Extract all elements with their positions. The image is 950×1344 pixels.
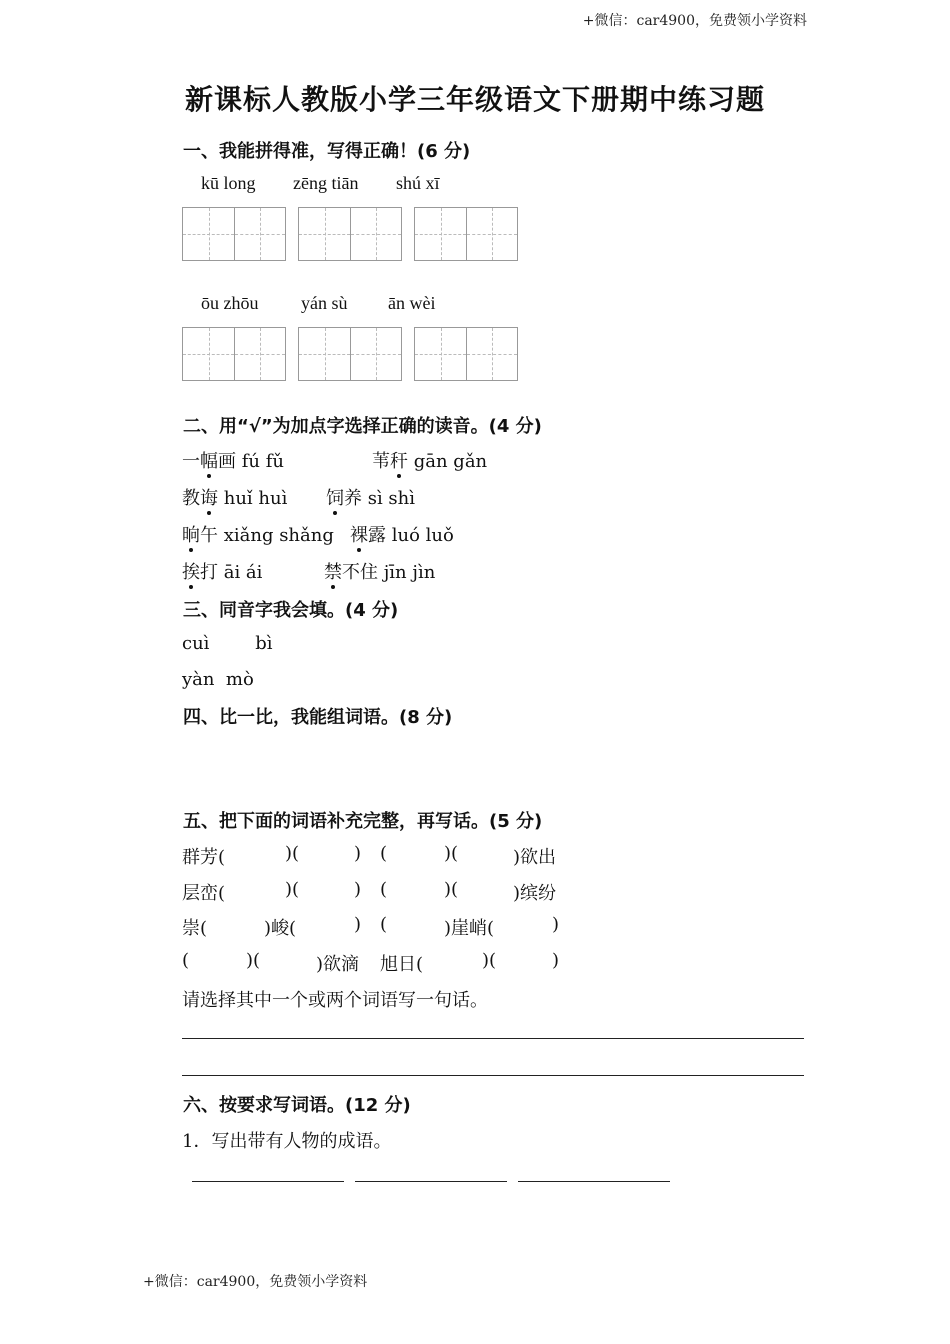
- reading-item: 裸露 luó luǒ: [350, 525, 454, 546]
- dotted-char: 挨: [182, 562, 200, 583]
- homophone-pinyin: yàn mò: [182, 669, 254, 690]
- dotted-char: 秆: [390, 451, 408, 472]
- idiom-row: 群芳( )( ) ( )( )欲出: [182, 843, 557, 868]
- dotted-char: 饲: [326, 488, 344, 509]
- reading-item: 一幅画 fú fǔ: [182, 451, 284, 472]
- answer-line[interactable]: [355, 1181, 507, 1182]
- writing-instruction: 请选择其中一个或两个词语写一句话。: [182, 990, 488, 1011]
- writing-box-group[interactable]: [182, 207, 286, 261]
- watermark-bottom: +微信：car4900，免费领小学资料: [143, 1274, 368, 1290]
- reading-item: 晌午 xiǎng shǎng: [182, 525, 334, 546]
- writing-box-group[interactable]: [182, 327, 286, 381]
- writing-box-group[interactable]: [298, 327, 402, 381]
- page-title: 新课标人教版小学三年级语文下册期中练习题: [184, 83, 765, 116]
- dotted-char: 裸: [350, 525, 368, 546]
- section-4-heading: 四、比一比，我能组词语。(8 分): [183, 707, 453, 728]
- answer-line[interactable]: [182, 1038, 804, 1039]
- pinyin: ān wèi: [388, 293, 436, 313]
- pinyin-row-1: [0, 173, 950, 197]
- reading-item: 禁不住 jīn jìn: [324, 562, 436, 583]
- pinyin: zēng tiān: [293, 173, 359, 193]
- homophone-pinyin: cuì bì: [182, 633, 273, 654]
- pinyin: yán sù: [301, 293, 348, 313]
- pinyin-row-2: [0, 293, 950, 317]
- writing-box-group[interactable]: [298, 207, 402, 261]
- writing-box-group[interactable]: [414, 207, 518, 261]
- question-item: 1．写出带有人物的成语。: [182, 1131, 392, 1152]
- answer-line[interactable]: [182, 1075, 804, 1076]
- section-1-heading: 一、我能拼得准，写得正确！(6 分): [183, 141, 471, 162]
- reading-item: 教诲 huǐ huì: [182, 488, 288, 509]
- idiom-row: ( )( )欲滴 旭日( )( ): [182, 950, 560, 975]
- dotted-char: 幅: [200, 451, 218, 472]
- reading-item: 苇秆 gān gǎn: [372, 451, 488, 472]
- dotted-char: 晌: [182, 525, 200, 546]
- dotted-char: 诲: [200, 488, 218, 509]
- idiom-row: 层峦( )( ) ( )( )缤纷: [182, 879, 557, 904]
- section-5-heading: 五、把下面的词语补充完整，再写话。(5 分): [183, 811, 543, 832]
- section-2-heading: 二、用“√”为加点字选择正确的读音。(4 分): [183, 416, 542, 437]
- idiom-row: 崇( )峻( ) ( )崖峭( ): [182, 914, 560, 939]
- dotted-char: 禁: [324, 562, 342, 583]
- section-6-heading: 六、按要求写词语。(12 分): [183, 1095, 411, 1116]
- writing-box-group[interactable]: [414, 327, 518, 381]
- pinyin: shú xī: [396, 173, 440, 193]
- pinyin: ōu zhōu: [201, 293, 259, 313]
- answer-line[interactable]: [518, 1181, 670, 1182]
- pinyin: kū long: [201, 173, 256, 193]
- section-3-heading: 三、同音字我会填。(4 分): [183, 600, 399, 621]
- answer-line[interactable]: [192, 1181, 344, 1182]
- reading-item: 饲养 sì shì: [326, 488, 416, 509]
- reading-item: 挨打 āi ái: [182, 562, 263, 583]
- watermark-top: +微信：car4900，免费领小学资料: [582, 13, 807, 29]
